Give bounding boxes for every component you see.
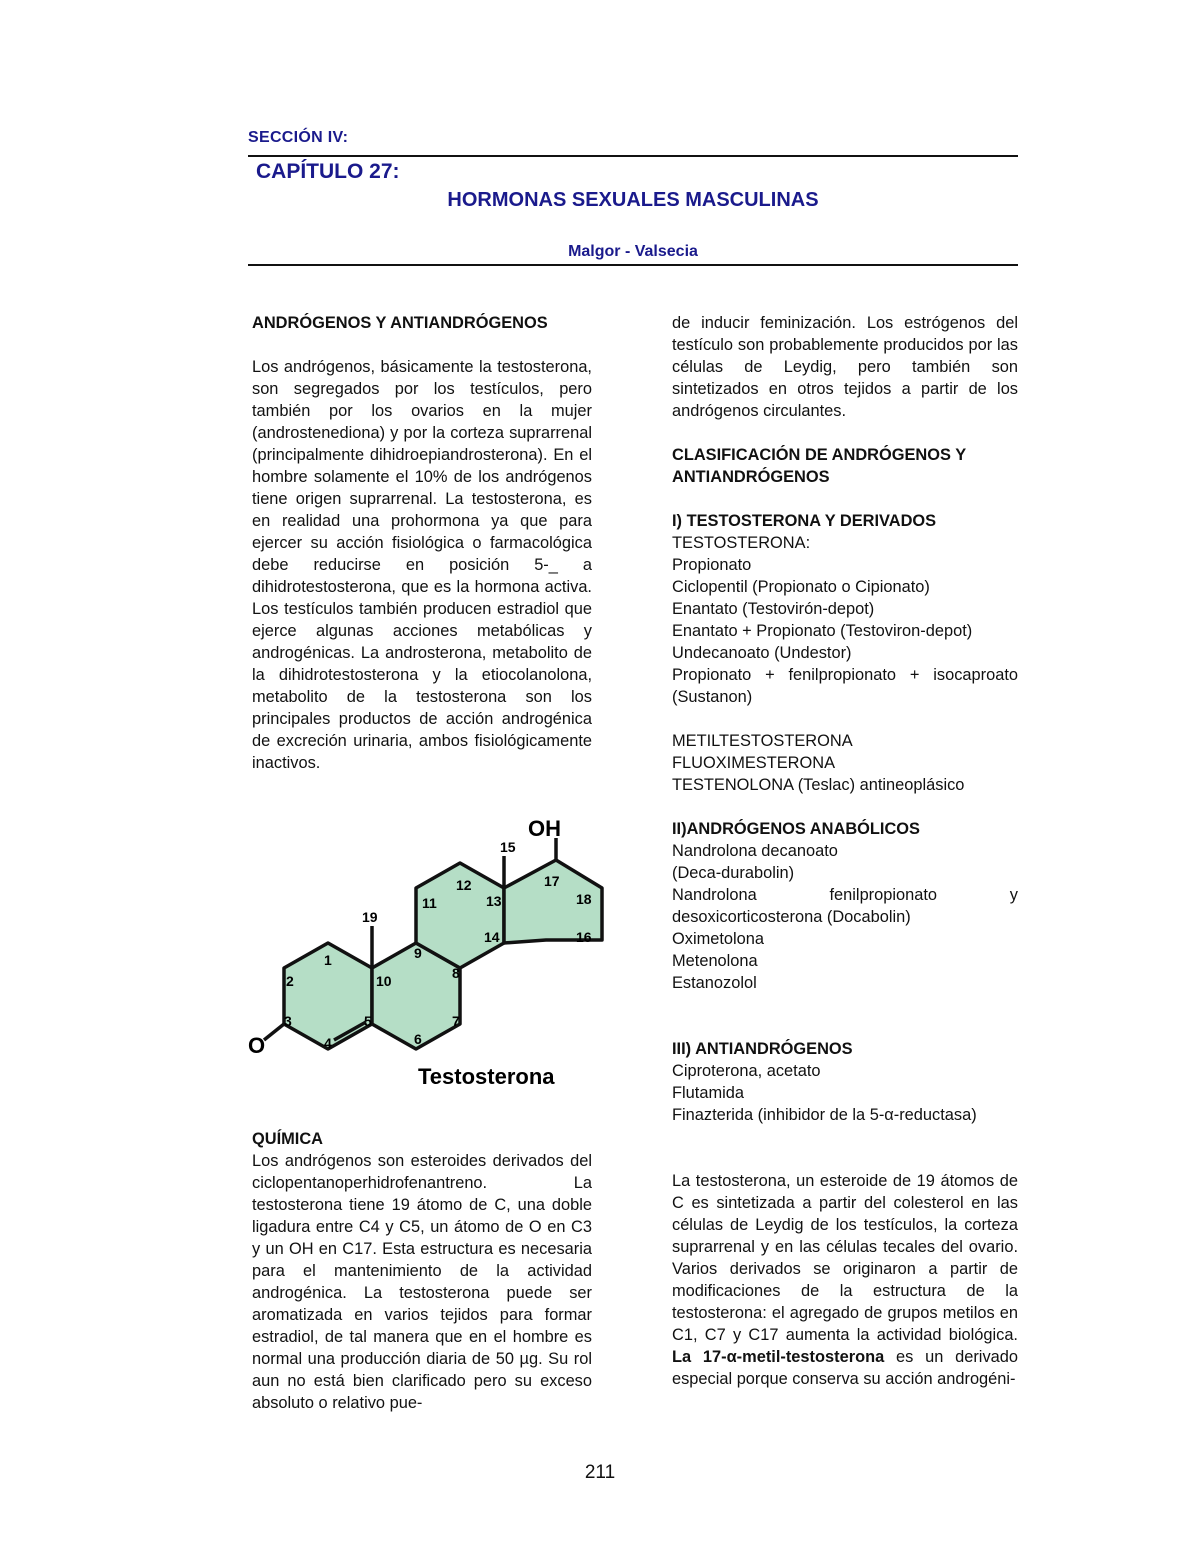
group1-heading: I) TESTOSTERONA Y DERIVADOS: [672, 512, 937, 530]
closing-paragraph: [672, 1170, 1018, 1390]
list-item: TESTENOLONA (Teslac) antineoplásico: [672, 776, 965, 794]
atom-number-18: 18: [576, 891, 592, 907]
intro-paragraph: Los andrógenos, básicamente la testosterona, son segregados por los testículos, pero también por los ovarios en la mujer (androstenediona) y por la corteza suprarrenal (principalmente dihidroepiandrosterona). En el hombre solamente el 10% de los andrógenos tiene origen suprarrenal. La testosterona, es en realidad una prohormona ya que para ejercer su acción fisiológica o farmacológica debe reducirse en posición 5-_ a dihidrotestosterona, que es la hormona activa. Los testículos también producen estradiol que ejerce algunas acciones metabólicas y androgénicas. La androsterona, metabolito de la dihidrotestosterona y la etiocolanolona, metabolito de la testosterona son los principales productos de acción androgénica de excreción urinaria, ambos fisiológicamente inactivos.: [252, 358, 592, 772]
list-item: Nandrolona decanoato: [672, 842, 838, 860]
page-number: 211: [584, 1462, 616, 1483]
list-item: Ciproterona, acetato: [672, 1062, 821, 1080]
carbonyl-bond: [264, 1024, 284, 1040]
list-item: Flutamida: [672, 1084, 744, 1102]
atom-number-2: 2: [286, 973, 294, 989]
intro-heading: ANDRÓGENOS Y ANTIANDRÓGENOS: [252, 314, 548, 332]
header-rule-bottom: [248, 264, 1018, 266]
left-column-chemistry: [252, 1128, 592, 1414]
chapter-label: CAPÍTULO 27:: [256, 160, 400, 183]
atom-number-7: 7: [452, 1013, 460, 1029]
right-column: [672, 312, 1018, 1390]
atom-number-9: 9: [414, 945, 422, 961]
atom-number-17: 17: [544, 873, 560, 889]
atom-number-1: 1: [324, 952, 332, 968]
header-rule-top: [248, 155, 1018, 157]
chemistry-heading: QUÍMICA: [252, 1130, 324, 1148]
group2-heading: II)ANDRÓGENOS ANABÓLICOS: [672, 820, 920, 838]
atom-number-16: 16: [576, 929, 592, 945]
chapter-title: HORMONAS SEXUALES MASCULINAS: [447, 189, 819, 211]
list-item: FLUOXIMESTERONA: [672, 754, 836, 772]
list-item: (Deca-durabolin): [672, 864, 795, 882]
list-item: Enantato (Testovirón-depot): [672, 600, 875, 618]
list-item: Estanozolol: [672, 974, 757, 992]
testosterone-structure-figure: [246, 808, 592, 1098]
atom-number-12: 12: [456, 877, 472, 893]
figure-caption: Testosterona: [418, 1064, 555, 1089]
chemistry-paragraph: Los andrógenos son esteroides derivados del ciclopentanoperhidrofenantreno. La testosterona tiene 19 átomo de C, una doble ligadura entre C4 y C5, un átomo de O en C3 y un OH en C17. Esta estructura es necesaria para el mantenimiento de la actividad androgénica. La testosterona puede ser aromatizada en varios tejidos para formar estradiol, de tal manera que en el hombre es normal una producción diaria de 50 µg. Su rol aun no está bien clarificado pero su exceso absoluto o relativo pue-: [252, 1152, 592, 1412]
left-column-intro: [252, 312, 592, 774]
list-item: Oximetolona: [672, 930, 765, 948]
oxygen-label: O: [248, 1033, 266, 1058]
closing-text-bold: La 17-α-metil-testosterona: [672, 1348, 885, 1366]
classification-heading-line1: CLASIFICACIÓN DE ANDRÓGENOS Y: [672, 446, 967, 464]
atom-number-10: 10: [376, 973, 392, 989]
classification-heading-line2: ANTIANDRÓGENOS: [672, 468, 830, 486]
atom-number-11: 11: [422, 895, 437, 911]
group3-heading: III) ANTIANDRÓGENOS: [672, 1040, 853, 1058]
atom-number-15: 15: [500, 839, 516, 855]
list-item: METILTESTOSTERONA: [672, 732, 853, 750]
list-item: Metenolona: [672, 952, 758, 970]
atom-number-19: 19: [362, 909, 378, 925]
list-item: Undecanoato (Undestor): [672, 644, 852, 662]
list-item: Nandrolona fenilpropionato y desoxicorticosterona (Docabolin): [672, 886, 1018, 926]
list-item: Ciclopentil (Propionato o Cipionato): [672, 578, 930, 596]
authors: Malgor - Valsecia: [568, 243, 698, 260]
atom-number-13: 13: [486, 893, 502, 909]
group1-subheading: TESTOSTERONA:: [672, 534, 811, 552]
atom-number-3: 3: [284, 1013, 292, 1029]
list-item: Enantato + Propionato (Testoviron-depot): [672, 622, 973, 640]
hydroxyl-label: OH: [528, 816, 561, 841]
closing-text-start: La testosterona, un esteroide de 19 átomos de C es sintetizada a partir del colesterol en las células de Leydig de los testículos, la corteza suprarrenal y en las células tecales del ovario. Varios derivados se originaron a partir de modificaciones de la estructura de la testosterona: el agregado de grupos metilos en C1, C7 y C17 aumenta la actividad biológica.: [672, 1172, 1018, 1344]
atom-number-8: 8: [452, 965, 460, 981]
closing-text-end: es un derivado especial porque conserva su acción androgéni-: [672, 1348, 1018, 1388]
atom-number-6: 6: [414, 1031, 422, 1047]
list-item: Finazterida (inhibidor de la 5-α-reductasa): [672, 1106, 977, 1124]
list-item: Propionato + fenilpropionato + isocaproato (Sustanon): [672, 666, 1018, 706]
atom-number-14: 14: [484, 929, 500, 945]
atom-number-4: 4: [324, 1035, 332, 1051]
atom-number-5: 5: [364, 1013, 372, 1029]
section-label: SECCIÓN IV:: [248, 129, 349, 146]
list-item: Propionato: [672, 556, 752, 574]
continued-paragraph: de inducir feminización. Los estrógenos del testículo son probablemente producidos por las células de Leydig, pero también son sintetizados en otros tejidos a partir de los andrógenos circulantes.: [672, 314, 1018, 420]
